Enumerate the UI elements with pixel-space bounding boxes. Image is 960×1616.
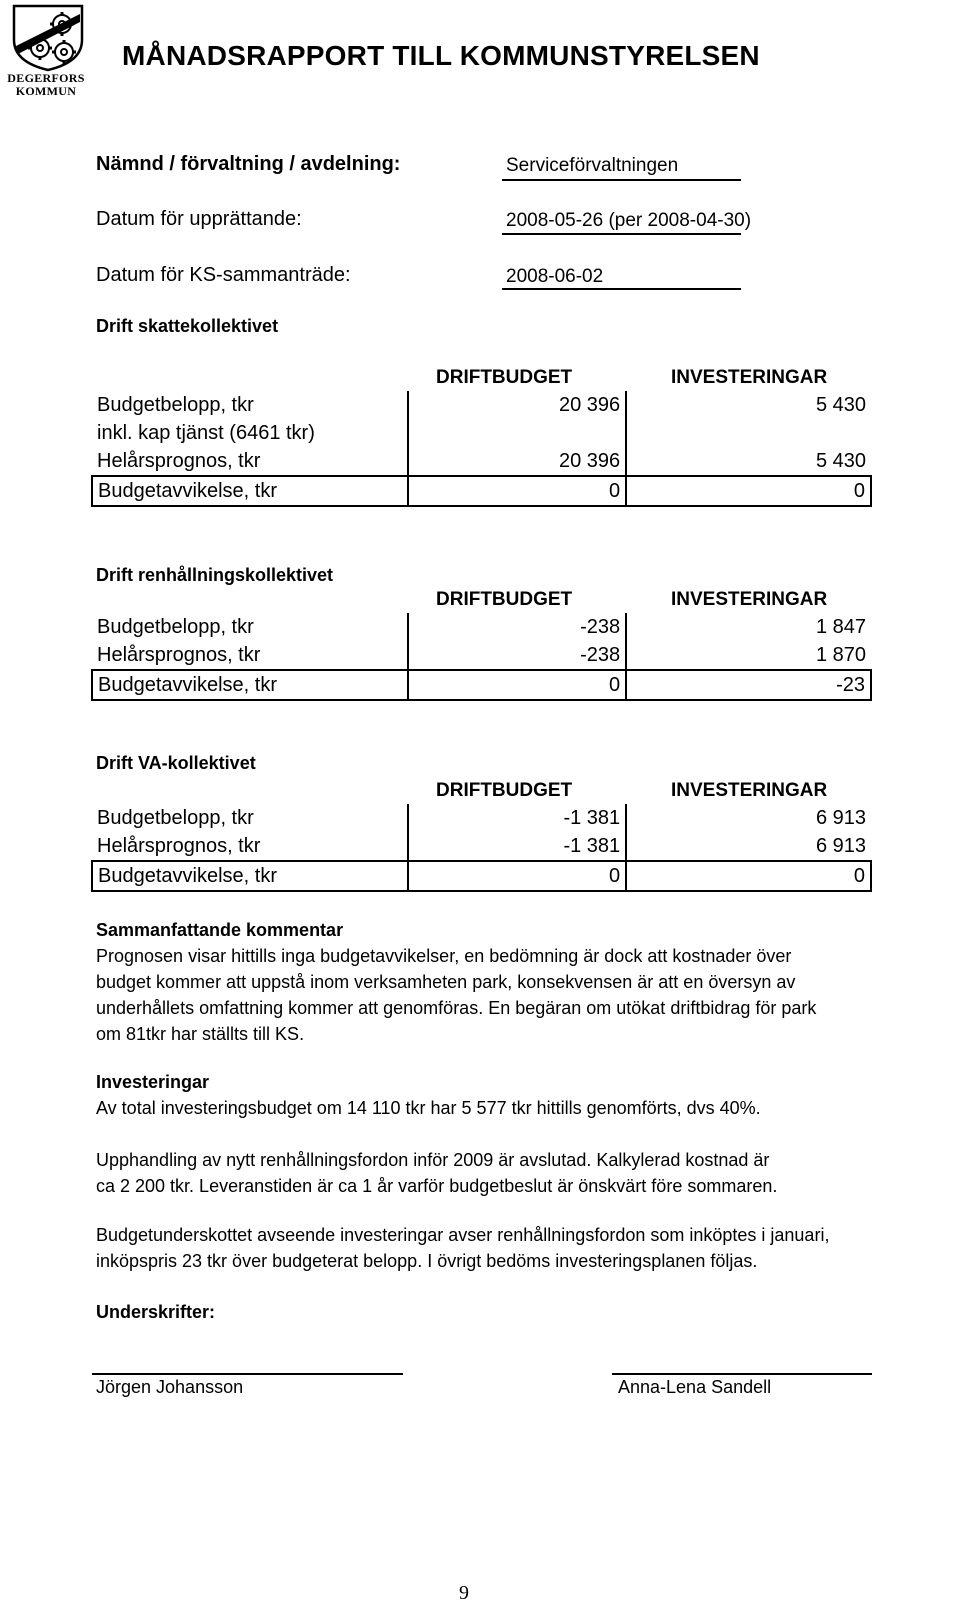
inv-value: 0	[626, 476, 871, 506]
summary-heading: Sammanfattande kommentar	[96, 920, 344, 940]
logo-caption	[0, 72, 92, 98]
datum-underline	[502, 233, 741, 235]
budget-table-va	[91, 804, 872, 892]
row-label: Helårsprognos, tkr	[97, 835, 261, 857]
table-row	[92, 613, 871, 641]
summary-line: budget kommer att uppstå inom verksamheten park, konsekvensen är att en översyn av	[96, 972, 796, 992]
investments-heading: Investeringar	[96, 1072, 210, 1092]
investments-p3	[96, 1222, 936, 1274]
drift-value: 0	[408, 670, 627, 700]
table-row	[92, 476, 871, 506]
inv-value: 0	[626, 861, 871, 891]
drift-value: -1 381	[408, 804, 627, 832]
col-header-drift: DRIFTBUDGET	[436, 367, 573, 388]
table-row	[92, 641, 871, 670]
drift-value: -238	[408, 613, 627, 641]
table-row	[92, 804, 871, 832]
ks-label: Datum för KS-sammanträde:	[96, 264, 351, 286]
inv-value: 1 870	[626, 641, 871, 670]
signature-line-1	[92, 1373, 403, 1375]
budget-table-renhallning	[91, 613, 872, 701]
signer-name-1: Jörgen Johansson	[96, 1377, 244, 1397]
section-title: Drift renhållningskollektivet	[96, 565, 334, 585]
investments-line: Av total investeringsbudget om 14 110 tkr har 5 577 tkr hittills genomförts, dvs 40%.	[96, 1098, 761, 1118]
row-label: Budgetbelopp, tkr	[97, 807, 254, 829]
signatures-heading: Underskrifter:	[96, 1302, 216, 1322]
drift-value: 20 396	[408, 447, 627, 476]
investments-p2	[96, 1147, 936, 1199]
investments-line: inköpspris 23 tkr över budgeterat belopp. I övrigt bedöms investeringsplanen följas.	[96, 1251, 758, 1271]
datum-label: Datum för upprättande:	[96, 208, 302, 230]
investments-line: Upphandling av nytt renhållningsfordon inför 2009 är avslutad. Kalkylerad kostnad är	[96, 1150, 770, 1170]
inv-value: -23	[626, 670, 871, 700]
investments-line: Budgetunderskottet avseende investeringar avser renhållningsfordon som inköptes i januari,	[96, 1225, 830, 1245]
table-row	[92, 861, 871, 891]
page-title: MÅNADSRAPPORT TILL KOMMUNSTYRELSEN	[122, 40, 760, 71]
inv-value: 1 847	[626, 613, 871, 641]
nämnd-value: Serviceförvaltningen	[506, 155, 679, 176]
nämnd-underline	[502, 179, 741, 181]
row-label: Budgetbelopp, tkr	[97, 394, 254, 416]
row-label: inkl. kap tjänst (6461 tkr)	[97, 422, 315, 444]
drift-value: 0	[408, 861, 627, 891]
table-row	[92, 670, 871, 700]
investments-p1	[96, 1095, 936, 1121]
table-row	[92, 832, 871, 861]
inv-value: 5 430	[626, 391, 871, 419]
datum-value: 2008-05-26 (per 2008-04-30)	[506, 210, 752, 231]
section-title: Drift VA-kollektivet	[96, 753, 256, 773]
table-row	[92, 447, 871, 476]
row-label: Helårsprognos, tkr	[97, 644, 261, 666]
nämnd-label: Nämnd / förvaltning / avdelning:	[96, 153, 401, 175]
row-label: Budgetavvikelse, tkr	[92, 861, 408, 891]
col-header-investeringar: INVESTERINGAR	[671, 589, 828, 610]
row-label: Budgetbelopp, tkr	[97, 616, 254, 638]
signature-line-2	[612, 1373, 872, 1375]
coat-of-arms-icon	[6, 2, 90, 72]
summary-line: Prognosen visar hittills inga budgetavvikelser, en bedömning är dock att kostnader över	[96, 946, 792, 966]
summary-line: om 81tkr har ställts till KS.	[96, 1024, 305, 1044]
page-number: 9	[459, 1582, 469, 1604]
ks-underline	[502, 288, 741, 290]
inv-value: 5 430	[626, 447, 871, 476]
budget-table-skatt	[91, 391, 872, 507]
row-label: Budgetavvikelse, tkr	[92, 476, 408, 506]
inv-value	[626, 419, 871, 447]
col-header-drift: DRIFTBUDGET	[436, 780, 573, 801]
col-header-investeringar: INVESTERINGAR	[671, 780, 828, 801]
row-label: Budgetavvikelse, tkr	[92, 670, 408, 700]
drift-value	[408, 419, 627, 447]
drift-value: 20 396	[408, 391, 627, 419]
col-header-investeringar: INVESTERINGAR	[671, 367, 828, 388]
drift-value: -238	[408, 641, 627, 670]
logo-text-line2: KOMMUN	[15, 84, 77, 98]
drift-value: -1 381	[408, 832, 627, 861]
inv-value: 6 913	[626, 804, 871, 832]
summary-line: underhållets omfattning kommer att genomföras. En begäran om utökat driftbidrag för park	[96, 998, 817, 1018]
ks-value: 2008-06-02	[506, 266, 604, 287]
section-title: Drift skattekollektivet	[96, 316, 279, 336]
investments-line: ca 2 200 tkr. Leveranstiden är ca 1 år varför budgetbeslut är önskvärt före sommaren.	[96, 1176, 778, 1196]
logo-text-line1: DEGERFORS	[7, 71, 85, 85]
row-label: Helårsprognos, tkr	[97, 450, 261, 472]
table-row	[92, 419, 871, 447]
signer-name-2: Anna-Lena Sandell	[618, 1377, 772, 1397]
inv-value: 6 913	[626, 832, 871, 861]
summary-text	[96, 943, 936, 1047]
drift-value: 0	[408, 476, 627, 506]
table-row	[92, 391, 871, 419]
col-header-drift: DRIFTBUDGET	[436, 589, 573, 610]
